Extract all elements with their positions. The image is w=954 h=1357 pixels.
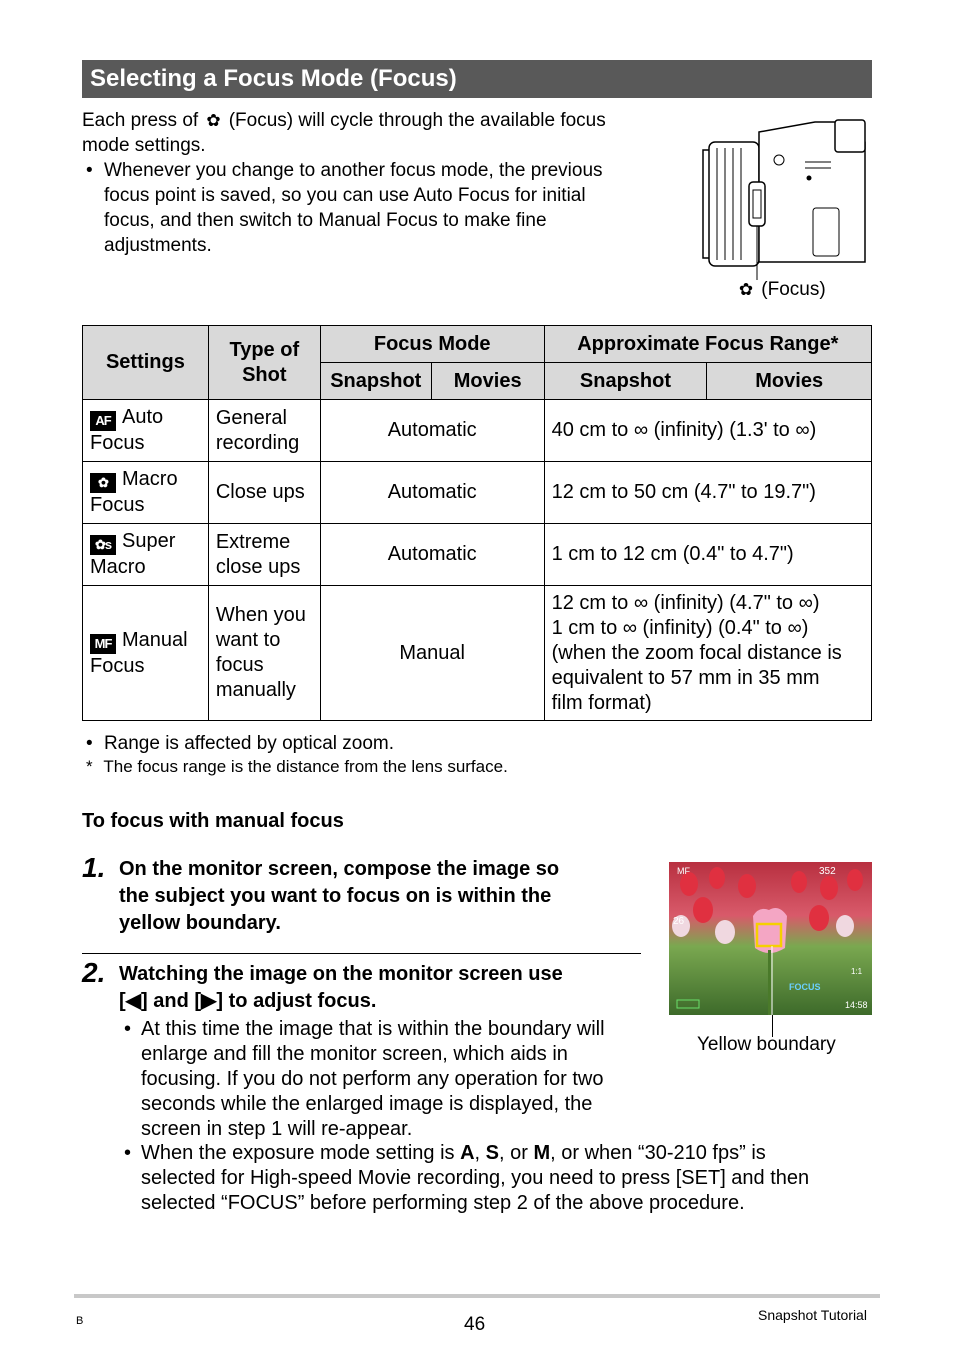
setting-cell: MF Manual Focus	[83, 586, 209, 721]
osd-mf: MF	[677, 866, 690, 876]
table-row	[83, 400, 872, 462]
mode-cell: Automatic	[320, 524, 544, 586]
intro-bullet-line: adjustments.	[104, 235, 212, 256]
bullet-dot: •	[86, 160, 93, 181]
mode-cell: Manual	[320, 586, 544, 721]
step1-number: 1.	[82, 852, 106, 883]
osd-focus: FOCUS	[789, 982, 821, 992]
subheading: To focus with manual focus	[82, 810, 344, 832]
intro-lead-line2: mode settings.	[82, 135, 206, 156]
header-approx-range: Approximate Focus Range*	[544, 326, 871, 363]
shot-cell: General recording	[208, 400, 320, 462]
mode-cell: Automatic	[320, 462, 544, 524]
footnote: * The focus range is the distance from the lens surface.	[86, 757, 508, 776]
shot-cell: When you want to focus manually	[208, 586, 320, 721]
macro-focus-icon: ✿	[206, 111, 221, 130]
intro-bullet-line: focus, and then switch to Manual Focus to make fine	[104, 210, 547, 231]
setting-cell: AF Auto Focus	[83, 400, 209, 462]
table-row	[83, 586, 872, 721]
footer-section: Snapshot Tutorial	[758, 1307, 867, 1323]
focus-mode-table	[82, 325, 872, 721]
footer-left: B	[76, 1315, 84, 1327]
header-snapshot: Snapshot	[544, 363, 707, 400]
table-row	[83, 462, 872, 524]
footer-rule	[74, 1294, 880, 1298]
note-bullet: • Range is affected by optical zoom.	[86, 733, 395, 754]
macro-focus-icon: ✿	[90, 473, 116, 493]
intro-bullet-line: Whenever you change to another focus mode, the previous	[104, 160, 603, 181]
auto-focus-icon: AF	[90, 411, 116, 431]
osd-ratio: 1:1	[851, 967, 863, 976]
range-cell: 1 cm to 12 cm (0.4" to 4.7")	[544, 524, 871, 586]
intro-bullet-line: focus point is saved, so you can use Auto Focus for initial	[104, 185, 586, 206]
step-divider	[82, 953, 641, 954]
osd-shots-remaining: 352	[819, 866, 836, 877]
intro-lead-before: Each press of	[82, 110, 199, 131]
focus-button-icon: ✿	[738, 280, 754, 299]
step2-text: Watching the image on the monitor screen use [◀] and [▶] to adjust focus.	[119, 963, 563, 1012]
setting-cell: ✿s Super Macro	[83, 524, 209, 586]
super-macro-icon: ✿s	[90, 535, 116, 555]
range-cell: 12 cm to 50 cm (4.7" to 19.7")	[544, 462, 871, 524]
section-title: Selecting a Focus Mode (Focus)	[90, 65, 457, 92]
intro-paragraph	[82, 108, 672, 258]
page-number: 46	[464, 1314, 486, 1335]
shot-cell: Close ups	[208, 462, 320, 524]
header-settings: Settings	[83, 326, 209, 400]
camera-focus-caption: ✿ (Focus)	[736, 277, 826, 302]
header-movies: Movies	[431, 363, 544, 400]
setting-cell: ✿ Macro Focus	[83, 462, 209, 524]
table-row	[83, 524, 872, 586]
osd-zoom: 26	[673, 916, 685, 927]
header-movies: Movies	[707, 363, 872, 400]
header-snapshot: Snapshot	[320, 363, 431, 400]
manual-focus-icon: MF	[90, 634, 116, 654]
step2-bullet-2: • When the exposure mode setting is A, S, or M, or when “30-210 fps” is selected for High-speed Movie recording, you need to press [SET] and then selected “FOCUS” before performing step 2 of the above procedure.	[124, 1142, 810, 1214]
intro-bullet	[82, 158, 672, 258]
mode-cell: Automatic	[320, 400, 544, 462]
monitor-screen-photo	[669, 862, 872, 1015]
range-cell: 40 cm to ∞ (infinity) (1.3' to ∞)	[544, 400, 871, 462]
step2-number: 2.	[82, 957, 106, 988]
step1-text: On the monitor screen, compose the image so the subject you want to focus on is within the yellow boundary.	[119, 858, 560, 934]
shot-cell: Extreme close ups	[208, 524, 320, 586]
camera-side-illustration	[695, 112, 875, 282]
header-type-of-shot: Type of Shot	[208, 326, 320, 400]
step2-bullet-1: • At this time the image that is within the boundary will enlarge and fill the monitor screen, which aids in focusing. If you do not perform any operation for two seconds while the enlarged image is displayed, the screen in step 1 will re-appear.	[124, 1018, 605, 1140]
osd-time: 14:58	[845, 1000, 868, 1010]
header-focus-mode: Focus Mode	[320, 326, 544, 363]
monitor-caption: Yellow boundary	[697, 1034, 836, 1055]
intro-lead-after: (Focus) will cycle through the available focus	[228, 110, 606, 131]
range-cell: 12 cm to ∞ (infinity) (4.7" to ∞) 1 cm to ∞ (infinity) (0.4" to ∞) (when the zoom focal distance is equivalent to 57 mm in 35 mm film format)	[544, 586, 871, 721]
